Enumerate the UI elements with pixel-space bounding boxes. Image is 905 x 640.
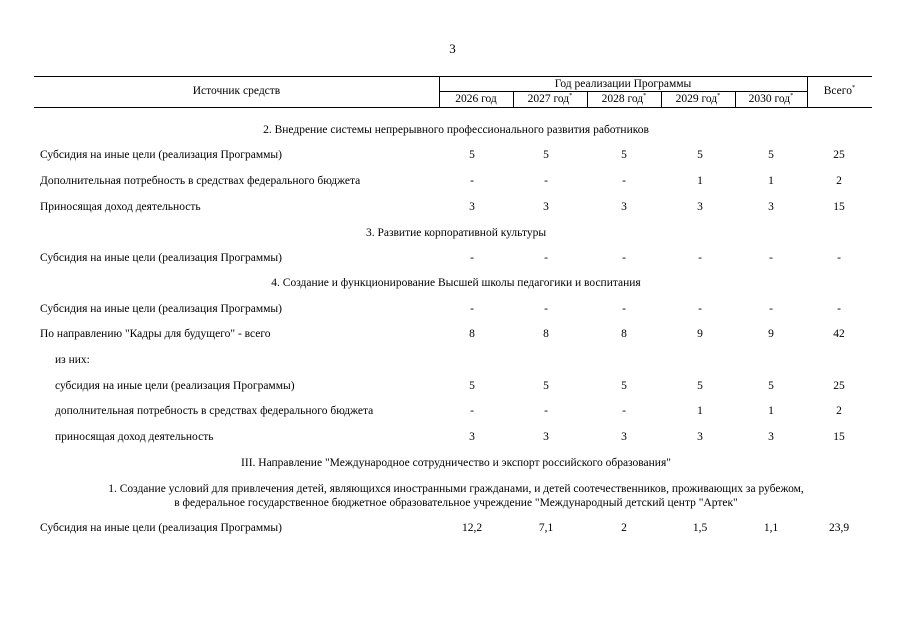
cell-2028: - — [622, 252, 626, 264]
cell-2028: 3 — [621, 431, 627, 443]
cell-2030: 5 — [768, 149, 774, 161]
row-label: субсидия на иные цели (реализация Программы) — [55, 380, 295, 392]
cell-2026: - — [470, 175, 474, 187]
cell-2029: - — [698, 303, 702, 315]
cell-total: 25 — [833, 149, 845, 161]
cell-2029: 5 — [697, 380, 703, 392]
cell-2029: 5 — [697, 149, 703, 161]
year-header: 2026 год — [455, 93, 497, 105]
cell-total: 15 — [833, 431, 845, 443]
row-label: Субсидия на иные цели (реализация Программы) — [40, 252, 282, 264]
cell-2026: 3 — [469, 201, 475, 213]
row-label: Приносящая доход деятельность — [40, 201, 201, 213]
row-label: Субсидия на иные цели (реализация Программы) — [40, 149, 282, 161]
cell-2027: - — [544, 175, 548, 187]
year-header: 2027 год* — [527, 92, 573, 105]
table-row — [0, 380, 905, 396]
cell-total: 2 — [836, 405, 842, 417]
cell-total: 25 — [833, 380, 845, 392]
cell-2027: 5 — [543, 149, 549, 161]
cell-total: - — [837, 303, 841, 315]
year-group-header: Год реализации Программы — [554, 78, 692, 90]
table-row — [0, 252, 905, 268]
cell-2026: 12,2 — [461, 522, 483, 534]
header-bottom-rule — [34, 107, 872, 108]
cell-total: 42 — [833, 328, 845, 340]
row-label: дополнительная потребность в средствах федерального бюджета — [55, 405, 374, 417]
cell-2029: 3 — [697, 201, 703, 213]
header-mid-rule — [439, 91, 807, 92]
cell-2029: 1 — [697, 405, 703, 417]
section-heading: 3. Развитие корпоративной культуры — [365, 227, 547, 239]
cell-2030: 9 — [768, 328, 774, 340]
cell-2027: 5 — [543, 380, 549, 392]
row-label: приносящая доход деятельность — [55, 431, 214, 443]
source-column-header: Источник средств — [192, 85, 281, 97]
cell-2030: 3 — [768, 201, 774, 213]
cell-2027: 8 — [543, 328, 549, 340]
cell-2029: - — [698, 252, 702, 264]
cell-2027: - — [544, 252, 548, 264]
section-heading: 4. Создание и функционирование Высшей школы педагогики и воспитания — [271, 277, 641, 289]
total-column-header: Всего* — [823, 84, 856, 97]
cell-2029: 3 — [697, 431, 703, 443]
cell-2026: - — [470, 252, 474, 264]
cell-2030: - — [769, 252, 773, 264]
row-label: Субсидия на иные цели (реализация Программы) — [40, 303, 282, 315]
table-row — [0, 149, 905, 165]
cell-2028: - — [622, 405, 626, 417]
direction-heading: III. Направление "Международное сотрудничество и экспорт российского образования" — [241, 457, 671, 469]
section-heading-line: 1. Создание условий для привлечения детей, являющихся иностранными гражданами, и детей соотечественников, проживающих за рубежом, — [108, 483, 804, 495]
year-header: 2028 год* — [601, 92, 647, 105]
year-header: 2030 год* — [748, 92, 794, 105]
cell-2026: 5 — [469, 149, 475, 161]
cell-2030: 5 — [768, 380, 774, 392]
page-number: 3 — [449, 41, 456, 56]
cell-2030: 3 — [768, 431, 774, 443]
cell-total: 2 — [836, 175, 842, 187]
cell-2027: 7,1 — [538, 522, 554, 534]
cell-2028: - — [622, 303, 626, 315]
cell-2026: 5 — [469, 380, 475, 392]
table-row — [0, 303, 905, 319]
cell-2028: 3 — [621, 201, 627, 213]
table-row — [0, 328, 905, 344]
row-label: из них: — [55, 354, 90, 366]
cell-2026: 8 — [469, 328, 475, 340]
section-heading-line: в федеральное государственное бюджетное образовательное учреждение "Международный детский центр "Артек" — [174, 497, 738, 509]
row-label: Субсидия на иные цели (реализация Программы) — [40, 522, 282, 534]
cell-2027: - — [544, 303, 548, 315]
cell-2026: - — [470, 405, 474, 417]
table-header — [34, 76, 872, 108]
row-label: Дополнительная потребность в средствах федерального бюджета — [40, 175, 361, 187]
cell-2027: 3 — [543, 431, 549, 443]
cell-2028: 5 — [621, 149, 627, 161]
cell-total: 15 — [833, 201, 845, 213]
row-label: По направлению "Кадры для будущего" - всего — [40, 328, 271, 340]
cell-2027: 3 — [543, 201, 549, 213]
cell-2029: 1,5 — [692, 522, 708, 534]
table-row — [0, 201, 905, 217]
cell-2030: - — [769, 303, 773, 315]
cell-2029: 9 — [697, 328, 703, 340]
cell-2028: 2 — [621, 522, 627, 534]
table-row — [0, 405, 905, 421]
cell-2028: 5 — [621, 380, 627, 392]
cell-2030: 1 — [768, 175, 774, 187]
table-row — [0, 175, 905, 191]
cell-2030: 1 — [768, 405, 774, 417]
section-heading: 2. Внедрение системы непрерывного профессионального развития работников — [263, 124, 649, 136]
year-header: 2029 год* — [675, 92, 721, 105]
cell-2027: - — [544, 405, 548, 417]
table-row — [0, 522, 905, 538]
table-row — [0, 431, 905, 447]
cell-2029: 1 — [697, 175, 703, 187]
header-top-rule — [34, 76, 872, 77]
cell-2028: 8 — [621, 328, 627, 340]
cell-2030: 1,1 — [763, 522, 779, 534]
section-heading — [40, 482, 872, 510]
cell-2026: 3 — [469, 431, 475, 443]
table-row — [0, 354, 905, 370]
cell-total: - — [837, 252, 841, 264]
cell-total: 23,9 — [828, 522, 850, 534]
cell-2028: - — [622, 175, 626, 187]
cell-2026: - — [470, 303, 474, 315]
